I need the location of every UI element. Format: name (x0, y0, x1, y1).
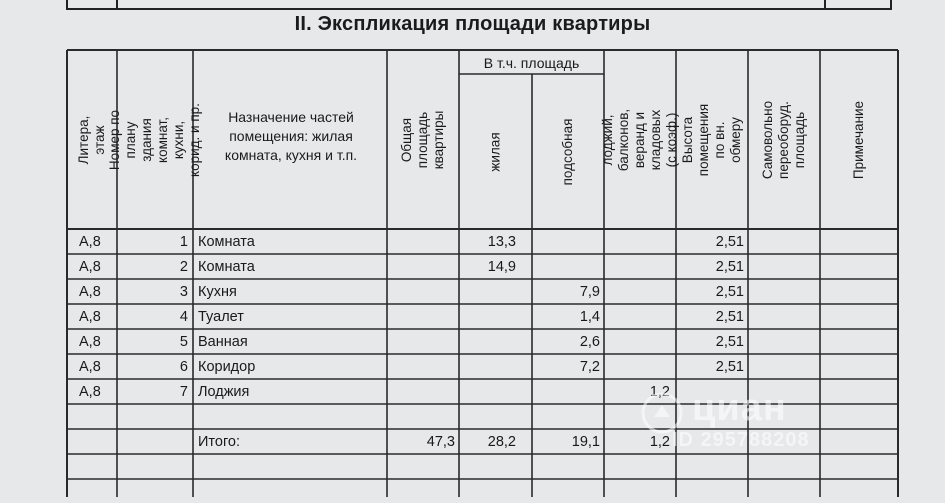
cell-nomer (117, 406, 188, 428)
cell-naznachenie: Туалет (198, 309, 244, 325)
watermark-brand: циан (692, 387, 787, 429)
cell-podsobnaya (532, 406, 600, 428)
cell-obshaya (387, 356, 455, 378)
cell-litera (79, 456, 119, 478)
cell-zhilaya (459, 481, 516, 503)
header-samovolno: Самовольно переоборуд. площадь (760, 100, 807, 179)
header-nomer: Номер по плану здания комнат, кухни, корид. и пр. (107, 102, 202, 177)
cell-podsobnaya (532, 381, 600, 403)
cell-vysota (676, 406, 744, 428)
header-litera: Литера, этаж (76, 115, 107, 164)
cell-lodzhii (604, 481, 670, 503)
cell-naznachenie: Кухня (198, 284, 237, 300)
header-naznachenie: Назначение частей помещения: жилая комната, кухня и т.п. (224, 109, 358, 163)
cell-litera: А,8 (79, 259, 101, 275)
cell-vysota: 2,51 (715, 334, 744, 350)
header-obshaya: Общая площадь квартиры (399, 110, 446, 169)
cell-vysota (676, 481, 744, 503)
cell-zhilaya (459, 406, 516, 428)
cell-lodzhii (604, 231, 670, 253)
cell-naznachenie: Коридор (198, 359, 256, 375)
cell-podsobnaya: 2,6 (579, 334, 600, 350)
cell-obshaya (387, 256, 455, 278)
cell-podsobnaya (532, 481, 600, 503)
cell-obshaya (387, 331, 455, 353)
cell-podsobnaya: 1,4 (579, 309, 600, 325)
cell-zhilaya (459, 356, 516, 378)
cell-lodzhii: 1,2 (649, 434, 670, 450)
cell-podsobnaya (532, 456, 600, 478)
cell-vysota: 2,51 (715, 259, 744, 275)
cell-lodzhii (604, 331, 670, 353)
cell-naznachenie: Комната (198, 234, 255, 250)
cell-nomer: 7 (179, 384, 188, 400)
cell-vysota (676, 431, 744, 453)
cell-zhilaya (459, 381, 516, 403)
cell-litera: А,8 (79, 284, 101, 300)
cell-nomer: 6 (179, 359, 188, 375)
cell-nomer: 1 (179, 234, 188, 250)
cell-podsobnaya: 7,9 (579, 284, 600, 300)
page-title: II. Экспликация площади квартиры (294, 13, 651, 35)
cell-nomer: 4 (179, 309, 188, 325)
cell-vysota: 2,51 (715, 359, 744, 375)
cell-obshaya (387, 231, 455, 253)
cell-vysota: 2,51 (715, 309, 744, 325)
cell-obshaya (387, 406, 455, 428)
cell-obshaya (387, 456, 455, 478)
cell-nomer: 3 (179, 284, 188, 300)
cell-litera (79, 481, 119, 503)
cell-zhilaya (459, 281, 516, 303)
cell-lodzhii (604, 406, 670, 428)
cell-obshaya (387, 306, 455, 328)
cell-naznachenie: Ванная (198, 334, 248, 350)
cell-vysota (676, 456, 744, 478)
cell-litera: А,8 (79, 359, 101, 375)
cell-zhilaya: 28,2 (487, 434, 516, 450)
cell-lodzhii (604, 356, 670, 378)
cell-vysota: 2,51 (715, 284, 744, 300)
cell-podsobnaya (532, 231, 600, 253)
cell-litera: А,8 (79, 234, 101, 250)
cell-lodzhii (604, 456, 670, 478)
header-podsobnaya: подсобная (560, 118, 575, 185)
cell-obshaya (387, 481, 455, 503)
cell-zhilaya (459, 306, 516, 328)
cell-zhilaya (459, 331, 516, 353)
cell-obshaya (387, 281, 455, 303)
cell-obshaya (387, 381, 455, 403)
cell-nomer (117, 431, 188, 453)
cell-lodzhii (604, 306, 670, 328)
cell-zhilaya: 14,9 (487, 259, 516, 275)
cell-podsobnaya: 7,2 (579, 359, 600, 375)
header-primechanie: Примечание (851, 100, 867, 179)
cell-zhilaya: 13,3 (487, 234, 516, 250)
cell-naznachenie: Итого: (198, 434, 241, 450)
cell-naznachenie: Лоджия (198, 384, 250, 400)
cell-litera: А,8 (79, 309, 101, 325)
cell-naznachenie (198, 406, 378, 428)
cell-litera: А,8 (79, 334, 101, 350)
cell-litera (79, 406, 119, 428)
cell-naznachenie: Комната (198, 259, 255, 275)
cell-zhilaya (459, 456, 516, 478)
header-vysota: Высота помещения по вн. обмеру (680, 103, 743, 176)
cell-vysota: 2,51 (715, 234, 744, 250)
watermark-id: ID 295788208 (672, 429, 810, 451)
cell-lodzhii (604, 256, 670, 278)
cell-vysota (676, 381, 744, 403)
cell-nomer (117, 481, 188, 503)
cell-podsobnaya: 19,1 (571, 434, 600, 450)
header-v-tch: В т.ч. площадь (483, 55, 580, 71)
cell-litera: А,8 (79, 384, 101, 400)
cell-litera (79, 431, 119, 453)
cell-lodzhii: 1,2 (649, 384, 670, 400)
cell-podsobnaya (532, 256, 600, 278)
header-zhilaya: жилая (487, 131, 503, 172)
header-lodzhii: лоджий, балконов, веранд и кладовых (с коэф.) (600, 108, 679, 171)
cell-nomer: 5 (179, 334, 188, 350)
cell-naznachenie (198, 456, 378, 478)
cell-nomer (117, 456, 188, 478)
cell-lodzhii (604, 281, 670, 303)
cell-nomer: 2 (179, 259, 188, 275)
cell-obshaya: 47,3 (426, 434, 455, 450)
cell-naznachenie (198, 481, 378, 503)
